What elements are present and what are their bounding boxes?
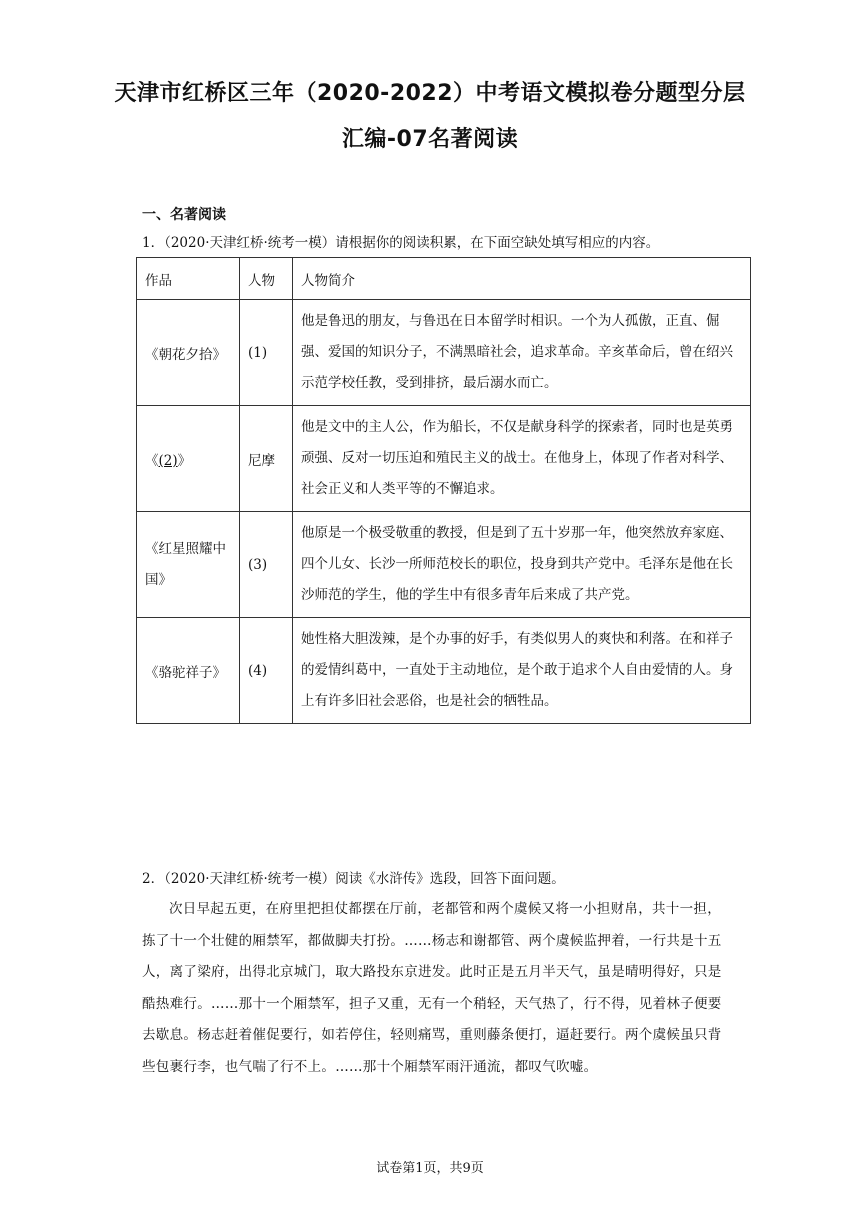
header-work: 作品: [137, 258, 240, 300]
cell-work: 《红星照耀中国》: [137, 512, 240, 618]
section-heading: 一、名著阅读: [142, 207, 226, 223]
page-footer: 试卷第1页，共9页: [376, 1161, 484, 1176]
work-suffix: 》: [177, 452, 192, 469]
header-person: 人物: [240, 258, 293, 300]
table-row: [137, 512, 751, 618]
cell-desc: 他是鲁迅的朋友，与鲁迅在日本留学时相识。一个为人孤傲，正直、倔强、爱国的知识分子，不满黑暗社会，追求革命。辛亥革命后，曾在绍兴示范学校任教，受到排挤，最后溺水而亡。: [293, 300, 751, 406]
table-header-row: [137, 258, 751, 300]
document-title-line2: 汇编-07名著阅读: [341, 127, 519, 152]
cell-person: (3): [240, 512, 293, 618]
table-row: [137, 300, 751, 406]
cell-person: 尼摩: [240, 406, 293, 512]
header-desc: 人物简介: [293, 258, 751, 300]
cell-work: 《骆驼祥子》: [137, 618, 240, 724]
cell-work: 《朝花夕拾》: [137, 300, 240, 406]
question-1-prompt: 1．（2020·天津红桥·统考一模）请根据你的阅读积累，在下面空缺处填写相应的内容。: [142, 235, 660, 251]
cell-desc: 他原是一个极受敬重的教授，但是到了五十岁那一年，他突然放弃家庭、四个儿女、长沙一所师范校长的职位，投身到共产党中。毛泽东是他在长沙师范的学生，他的学生中有很多青年后来成了共产党。: [293, 512, 751, 618]
question-2-prompt: 2．（2020·天津红桥·统考一模）阅读《水浒传》选段，回答下面问题。: [142, 871, 565, 887]
work-prefix: 《: [145, 452, 159, 469]
table-row: [137, 618, 751, 724]
table-row: [137, 406, 751, 512]
cell-person: (1): [240, 300, 293, 406]
works-table: [136, 257, 751, 724]
work-blank: (2): [158, 452, 178, 469]
cell-desc: 他是文中的主人公，作为船长，不仅是献身科学的探索者，同时也是英勇顽强、反对一切压迫和殖民主义的战士。在他身上，体现了作者对科学、社会正义和人类平等的不懈追求。: [293, 406, 751, 512]
shuihu-passage: 次日早起五更，在府里把担仗都摆在厅前，老都管和两个虞候又将一小担财帛，共十一担，拣了十一个壮健的厢禁军，都做脚夫打扮。……杨志和谢都管、两个虞候监押着，一行共是十五人，离了梁府，出得北京城门，取大路投东京进发。此时正是五月半天气，虽是晴明得好，只是酷热难行。……那十一个厢禁军，担子又重，无有一个稍轻，天气热了，行不得，见着林子便要去歇息。杨志赶着催促要行，如若停住，轻则痛骂，重则藤条便打，逼赶要行。两个虞候虽只背些包裹行李，也气喘了行不上。……那十个厢禁军雨汗通流，都叹气吹嘘。: [142, 901, 722, 1075]
cell-desc: 她性格大胆泼辣，是个办事的好手，有类似男人的爽快和利落。在和祥子的爱情纠葛中，一直处于主动地位，是个敢于追求个人自由爱情的人。身上有许多旧社会恶俗，也是社会的牺牲品。: [293, 618, 751, 724]
document-title-line1: 天津市红桥区三年（2020-2022）中考语文模拟卷分题型分层: [114, 81, 746, 106]
cell-work: [137, 406, 240, 512]
cell-person: (4): [240, 618, 293, 724]
